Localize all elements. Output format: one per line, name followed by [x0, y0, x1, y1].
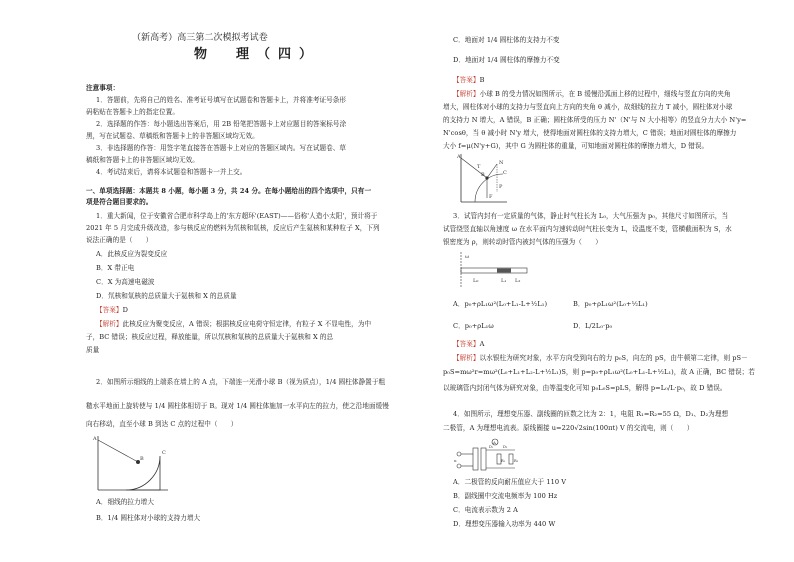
force-label-n: N [499, 160, 504, 166]
question-2-text: 2．如图所示细线的上端系在墙上的 A 点，下端连一光滑小球 B（视为质点），1/4 圆柱体静置于粗 [96, 378, 386, 386]
question-2-answer [453, 76, 484, 84]
question-3-option: B．p₀+ρL₁ω²(L₀+½L₁) [573, 300, 648, 308]
figure-label-c: C [162, 450, 166, 456]
question-2-analysis-line: 的支持力 N 增大，A 错误，B 正确；圆柱体所受的压力 N'（N'与 N 大小相等）的竖直分力大小 N'y= [443, 116, 747, 124]
figure-label-omega: ω [465, 254, 470, 260]
question-2-option: C．地面对 1/4 圆柱体的支持力不变 [453, 36, 560, 44]
question-1-option: B．X 带正电 [96, 264, 135, 272]
question-3-answer [453, 340, 484, 348]
analysis-line: 小球 B 的受力情况如图所示，在 B 缓慢沿弧面上移的过程中，细线与竖直方向的夹角 [479, 90, 731, 98]
question-1-option: C．X 为高速电磁波 [96, 278, 155, 286]
notice-line: 码粘贴在答题卡上的指定位置。 [86, 108, 180, 116]
notice-line: 3．非选择题的作答：用签字笔直接答在答题卡上对应的答题区域内。写在试题卷、草 [96, 144, 347, 152]
question-3-option: D．L/2L₀·p₀ [573, 322, 613, 330]
circuit-label-ammeter: A [493, 440, 496, 445]
question-2-analysis [453, 90, 730, 98]
figure-label-a: A [93, 436, 97, 442]
notice-line: 2．选择题的作答：每小题选出答案后，用 2B 铅笔把答题卡上对应题目的答案标号涂 [96, 120, 347, 128]
force-label-t: T [477, 164, 481, 170]
circuit-label-u: u [454, 458, 457, 463]
answer-value: D [122, 306, 128, 314]
question-1-analysis [96, 320, 371, 328]
question-1-text: 2021 年 5 月完成升级改造，参与核反应的燃料为氘核和氚核，反应后产生氦核和某种粒子 X，下列 [86, 224, 380, 232]
question-1-analysis-line: 质量 [86, 346, 100, 354]
question-3-text: 3．试管内封有一定质量的气体，静止时气柱长为 L₀，大气压强为 p₀，其他尺寸如图所示，当 [453, 212, 729, 220]
figure-label-l1: L₁ [501, 278, 507, 284]
notice-line: 1．答题前，先将自己的姓名、准考证号填写在试题卷和答题卡上，并将准考证号条形 [96, 96, 347, 104]
question-1-analysis-line: 子，BC 错误；核反应过程，释放能量，所以氘核和氚核的总质量大于氦核和 X 的总 [86, 333, 334, 341]
section-heading: 项是符合题目要求的。 [86, 198, 153, 206]
exam-subtitle: （新高考）高三第二次模拟考试卷 [132, 33, 268, 43]
question-2-force-figure [455, 152, 511, 206]
question-1-option: D．氘核和氚核的总质量大于氦核和 X 的总质量 [96, 292, 237, 300]
question-1-answer [96, 306, 128, 314]
question-3-analysis-line: p₀S=mω²r=mω²(L₀+L₁+L₂-L+½L₁)S，则 p=p₀+ρL₁ω²(L₀+L₁-L+½L₁)，故 A 正确，BC 错误；若 [443, 368, 755, 376]
circuit-label-r2: R₂ [514, 459, 519, 463]
circuit-label-r1: R₁ [501, 459, 506, 463]
figure-label-l0: L₀ [473, 278, 479, 284]
answer-label: 【答案】 [453, 76, 480, 84]
question-3-option: A．p₀+ρL₁ω²(L₀+L₁-L+½L₁) [453, 300, 548, 308]
exam-title: 物 理（四） [194, 47, 321, 62]
question-2-figure [92, 432, 172, 494]
question-3-text: 试管绕竖直轴以角速度 ω 在水平面内匀速转动时气柱长变为 L，设温度不变，管横截面积为 S，水 [443, 225, 732, 233]
question-2-option: D．地面对 1/4 圆柱体的摩擦力不变 [453, 56, 560, 64]
question-1-text: 1．重大新闻，位于安徽省合肥市科学岛上的'东方超环'(EAST)——俗称'人造小太阳'，预计将于 [96, 212, 378, 220]
analysis-label: 【解析】 [453, 354, 480, 362]
figure-label-b: B [140, 456, 144, 462]
question-4-text: 4．如图所示，理想变压器、副线圈的匝数之比为 2：1，电阻 R₁=R₂=55 Ω，D₁、D₂为理想 [453, 410, 729, 418]
question-4-text: 二极管，A 为理想电流表。原线圈接 u=220√2sin(100πt) V 的交流电，则（ ） [443, 424, 694, 432]
question-4-circuit-figure [453, 436, 523, 472]
analysis-line: 此核反应为聚变反应，A 错误；根据核反应电荷守恒定律，有粒子 X 不显电性，为中 [122, 320, 372, 328]
question-2-analysis-line: N'cosθ，当 θ 减小时 N'y 增大，使得地面对圆柱体的支持力增大，C 错误；地面对圆柱体的摩擦力 [443, 129, 737, 137]
question-3-text: 银密度为 ρ，则转动时管内被封气体的压强为（ ） [443, 238, 602, 246]
force-label-f: F [489, 194, 493, 200]
answer-label: 【答案】 [96, 306, 123, 314]
analysis-label: 【解析】 [96, 320, 123, 328]
question-3-option: C．p₀+ρL₁ω [453, 322, 494, 330]
answer-value: B [479, 76, 485, 84]
question-3-analysis [453, 354, 748, 362]
question-1-text: 说法正确的是（ ） [86, 236, 153, 244]
notice-line: 稿纸和答题卡上的非答题区域均无效。 [86, 156, 199, 164]
notice-line: 黑，写在试题卷、草稿纸和答题卡上的非答题区域均无效。 [86, 132, 259, 140]
question-2-text: 向右移动，直至小球 B 到达 C 点的过程中（ ） [86, 420, 238, 428]
analysis-line: 以水银柱为研究对象，水平方向受到向右的力 p₀S，向左的 pS，由牛顿第二定律，则 pS－ [479, 354, 748, 362]
force-label-b: B [481, 172, 485, 178]
question-4-option: A．二极管的反向耐压值应大于 110 V [453, 478, 567, 486]
analysis-label: 【解析】 [453, 90, 480, 98]
force-label-p: P [499, 184, 503, 190]
section-heading: 一、单项选择题：本题共 8 小题，每小题 3 分，共 24 分。在每小题给出的四个选项中，只有一 [86, 187, 372, 195]
notice-heading: 注意事项： [86, 84, 120, 92]
circuit-label-d2: D₂ [503, 445, 508, 449]
question-4-option: B．副线圈中交流电频率为 100 Hz [453, 492, 558, 500]
question-4-option: C．电流表示数为 2 A [453, 506, 518, 514]
figure-label-l2: L₂ [515, 278, 521, 284]
circuit-label-d1: D₁ [489, 445, 494, 449]
answer-label: 【答案】 [453, 340, 480, 348]
question-2-option: B．1/4 圆柱体对小球的支持力增大 [96, 514, 201, 522]
question-4-option: D．理想变压器输入功率为 440 W [453, 520, 556, 528]
answer-value: A [479, 340, 485, 348]
force-label-a: A [457, 154, 461, 160]
question-2-text: 糙水平地面上旋转使与 1/4 圆柱体相切于 B。现对 1/4 圆柱体施加一水平向左的拉力，使之沿地面缓慢 [86, 402, 389, 410]
question-3-analysis-line: 以玻璃管内封闭气体为研究对象，由等温变化可知 p₀L₀S=pLS，解得 p=L₀/L·p₀，故 D 错误。 [443, 384, 727, 392]
question-2-analysis-line: 增大，圆柱体对小球的支持力与竖直向上方向的夹角 θ 减小，故细线的拉力 T 减小，圆柱体对小球 [443, 103, 733, 111]
question-2-analysis-line: 大小 f=μ(N'y+G)，其中 G 为圆柱体的重量，可知地面对圆柱体的摩擦力增大，D 错误。 [443, 142, 709, 150]
force-label-c: C [503, 170, 507, 176]
question-1-option: A．此核反应为裂变反应 [96, 250, 168, 258]
question-2-option: A．细线的拉力增大 [96, 498, 154, 506]
notice-line: 4．考试结束后，请将本试题卷和答题卡一并上交。 [96, 168, 247, 176]
question-3-figure [453, 250, 533, 290]
